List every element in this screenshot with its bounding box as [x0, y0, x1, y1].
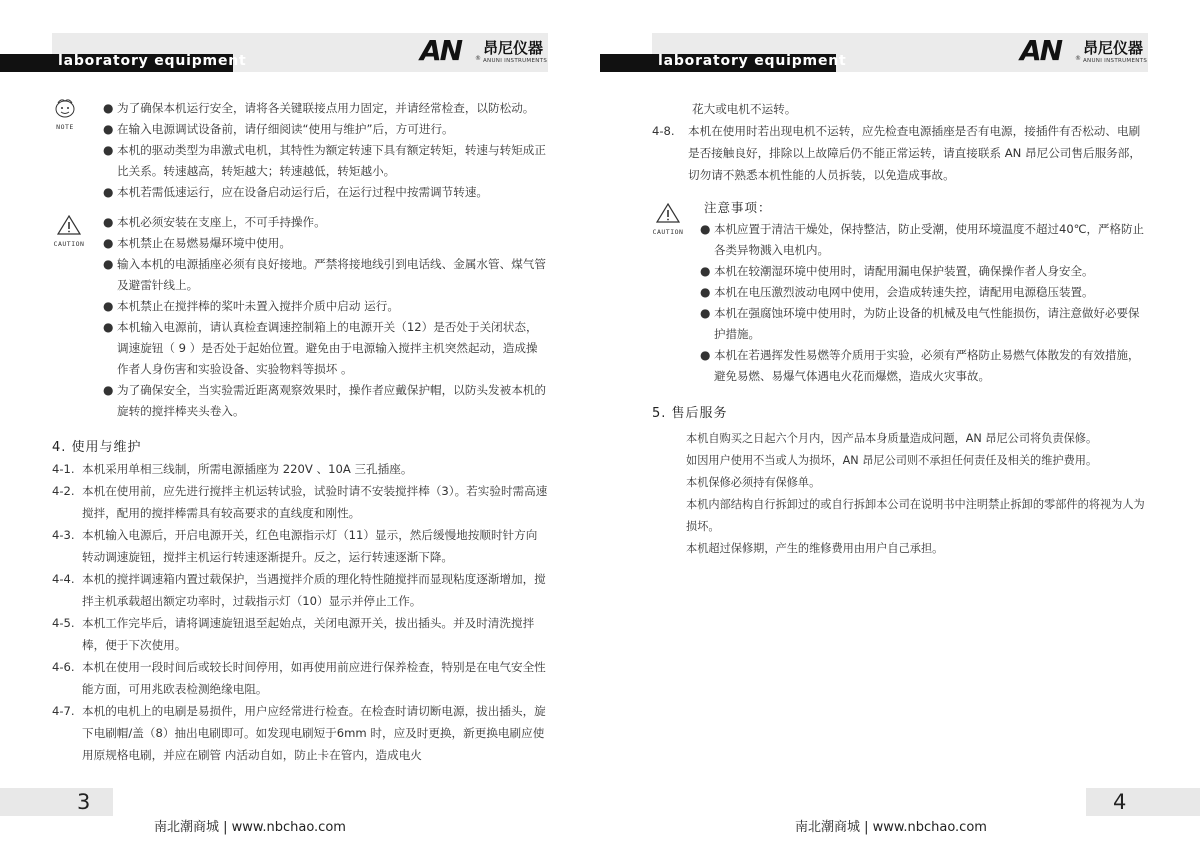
caution-caption: CAUTION — [53, 240, 85, 248]
logo-registered: ® — [1075, 55, 1081, 62]
section-5-title: 5. 售后服务 — [652, 406, 728, 421]
usage-list — [52, 458, 548, 766]
list-item: ● 本机禁止在易燃易爆环境中使用。 — [103, 236, 291, 250]
logo-mark: AN — [1020, 34, 1062, 67]
caution-list — [103, 212, 547, 422]
logo-registered: ® — [475, 55, 481, 62]
logo-mark: AN — [420, 34, 462, 67]
warning-triangle-icon — [56, 214, 82, 236]
list-item: ● 本机在较潮湿环境中使用时，请配用漏电保护装置，确保操作者人身安全。 — [700, 264, 1094, 278]
list-item: 4-6. 本机在使用一段时间后或较长时间停用，如再使用前应进行保养检查，特别是在电气安全性能方面，可用兆欧表检测绝缘电阻。 — [52, 660, 546, 696]
list-item: ● 本机必须安装在支座上，不可手持操作。 — [103, 215, 326, 229]
list-item: 4-5. 本机工作完毕后，请将调速旋钮退至起始点，关闭电源开关，拔出插头。并及时清洗搅拌棒，便于下次使用。 — [52, 616, 535, 652]
list-item: ● 本机禁止在搅拌棒的桨叶未置入搅拌介质中启动 运行。 — [103, 299, 399, 313]
brand-logo — [420, 34, 560, 67]
logo-cn-name: 昂尼仪器 — [1083, 39, 1144, 57]
footer-link[interactable]: 南北潮商城 | www.nbchao.com — [154, 820, 346, 835]
footer-link[interactable]: 南北潮商城 | www.nbchao.com — [795, 820, 987, 835]
smiley-icon — [52, 97, 78, 119]
list-item: ● 在输入电源调试设备前，请仔细阅读“使用与维护”后，方可进行。 — [103, 122, 454, 136]
list-item: 本机内部结构自行拆卸过的或自行拆卸本公司在说明书中注明禁止拆卸的零部件的将视为人为损坏。 — [686, 498, 1145, 533]
list-item: 如因用户使用不当或人为损坏，AN 昂尼公司则不承担任何责任及相关的维护费用。 — [686, 454, 1098, 467]
list-item: 4-4. 本机的搅拌调速箱内置过载保护，当遇搅拌介质的理化特性随搅拌而显现粘度逐渐增加，搅拌主机承载超出额定功率时，过载指示灯（10）显示并停止工作。 — [52, 572, 546, 608]
section-4-title: 4. 使用与维护 — [52, 440, 142, 455]
caution-title: 注意事项： — [704, 200, 772, 215]
page-number: 3 — [77, 790, 91, 814]
service-list — [686, 428, 1148, 560]
list-item: ● 为了确保安全，当实验需近距离观察效果时，操作者应戴保护帽，以防头发被本机的旋转的搅拌棒夹头卷入。 — [103, 383, 546, 418]
caution-icon — [648, 202, 688, 236]
page-number-band — [0, 788, 113, 816]
list-item: ● 本机在若遇挥发性易燃等介质用于实验，必须有严格防止易燃气体散发的有效措施，避免易燃、易爆气体遇电火花而爆燃，造成火灾事故。 — [700, 348, 1140, 383]
list-item: ● 本机输入电源前，请认真检查调速控制箱上的电源开关（12）是否处于关闭状态，调速旋钮（ 9 ）是否处于起始位置。避免由于电源输入搅拌主机突然起动，造成操作者人身伤害和实验设备、实验物料等损坏 。 — [103, 320, 538, 376]
logo-en-name: ANUNI INSTRUMENTS — [483, 58, 548, 64]
list-item: ● 本机应置于清洁干燥处，保持整洁，防止受潮，使用环境温度不超过40℃，严格防止各类异物溅入电机内。 — [700, 222, 1145, 257]
list-item: ● 输入本机的电源插座必须有良好接地。严禁将接地线引到电话线、金属水管、煤气管及避雷针线上。 — [103, 257, 546, 292]
list-item: ● 为了确保本机运行安全，请将各关键联接点用力固定，并请经常检查，以防松动。 — [103, 101, 535, 115]
warning-triangle-icon — [655, 202, 681, 224]
caution-icon — [49, 214, 89, 248]
list-item: ● 本机在强腐蚀环境中使用时，为防止设备的机械及电气性能损伤，请注意做好必要保护措施。 — [700, 306, 1140, 341]
list-item: 4-7. 本机的电机上的电刷是易损件，用户应经常进行检查。在检查时请切断电源，拔出插头，旋下电刷帽/盖（8）抽出电刷即可。如发现电刷短于6mm 时，应及时更换，新更换电刷应使用原规格电刷，并应在刷管 内活动自如，防止卡在管内，造成电火 — [52, 704, 546, 762]
brand-logo — [1020, 34, 1160, 67]
caution-list — [700, 219, 1148, 387]
list-item: ● 本机在电压激烈波动电网中使用，会造成转速失控，请配用电源稳压装置。 — [700, 285, 1094, 299]
page-number: 4 — [1113, 790, 1127, 814]
logo-en-name: ANUNI INSTRUMENTS — [1083, 58, 1148, 64]
list-item: 本机超过保修期，产生的维修费用由用户自己承担。 — [686, 542, 944, 555]
logo-cn-name: 昂尼仪器 — [483, 39, 544, 57]
header-label: laboratory equipment — [58, 53, 247, 69]
note-icon — [45, 97, 85, 131]
list-item: 本机自购买之日起六个月内，因产品本身质量造成问题，AN 昂尼公司将负责保修。 — [686, 432, 1098, 445]
list-item: 4-2. 本机在使用前，应先进行搅拌主机运转试验，试验时请不安装搅拌棒（3）。若实验时需高速搅拌，配用的搅拌棒需具有较高要求的直线度和刚性。 — [52, 484, 548, 520]
header-label: laboratory equipment — [658, 53, 847, 69]
note-caption: NOTE — [56, 123, 74, 131]
caution-caption: CAUTION — [652, 228, 684, 236]
list-item: ● 本机的驱动类型为串激式电机，其特性为额定转速下具有额定转矩，转速与转矩成正比关系。转速越高，转矩越大；转速越低，转矩越小。 — [103, 143, 546, 178]
list-item: 4-3. 本机输入电源后，开启电源开关，红色电源指示灯（11）显示，然后缓慢地按顺时针方向转动调速旋钮，搅拌主机运行转速逐渐提升。反之，运行转速逐渐下降。 — [52, 528, 538, 564]
note-list — [103, 98, 547, 203]
right-page — [600, 0, 1200, 848]
list-item: 本机保修必须持有保修单。 — [686, 476, 821, 489]
list-item: 4-1. 本机采用单相三线制，所需电源插座为 220V 、10A 三孔插座。 — [52, 462, 413, 476]
list-item: ● 本机若需低速运行，应在设备启动运行后，在运行过程中按需调节转速。 — [103, 185, 489, 199]
continuation-text: 花大或电机不运转。 — [692, 102, 797, 116]
list-item: 4-8. 本机在使用时若出现电机不运转，应先检查电源插座是否有电源，接插件有否松动、电刷是否接触良好，排除以上故障后仍不能正常运转，请直接联系 AN 昂尼公司售后服务部，切勿请不熟悉本机性能的人员拆装，以免造成事故。 — [652, 124, 1141, 182]
page-number-band — [1086, 788, 1200, 816]
